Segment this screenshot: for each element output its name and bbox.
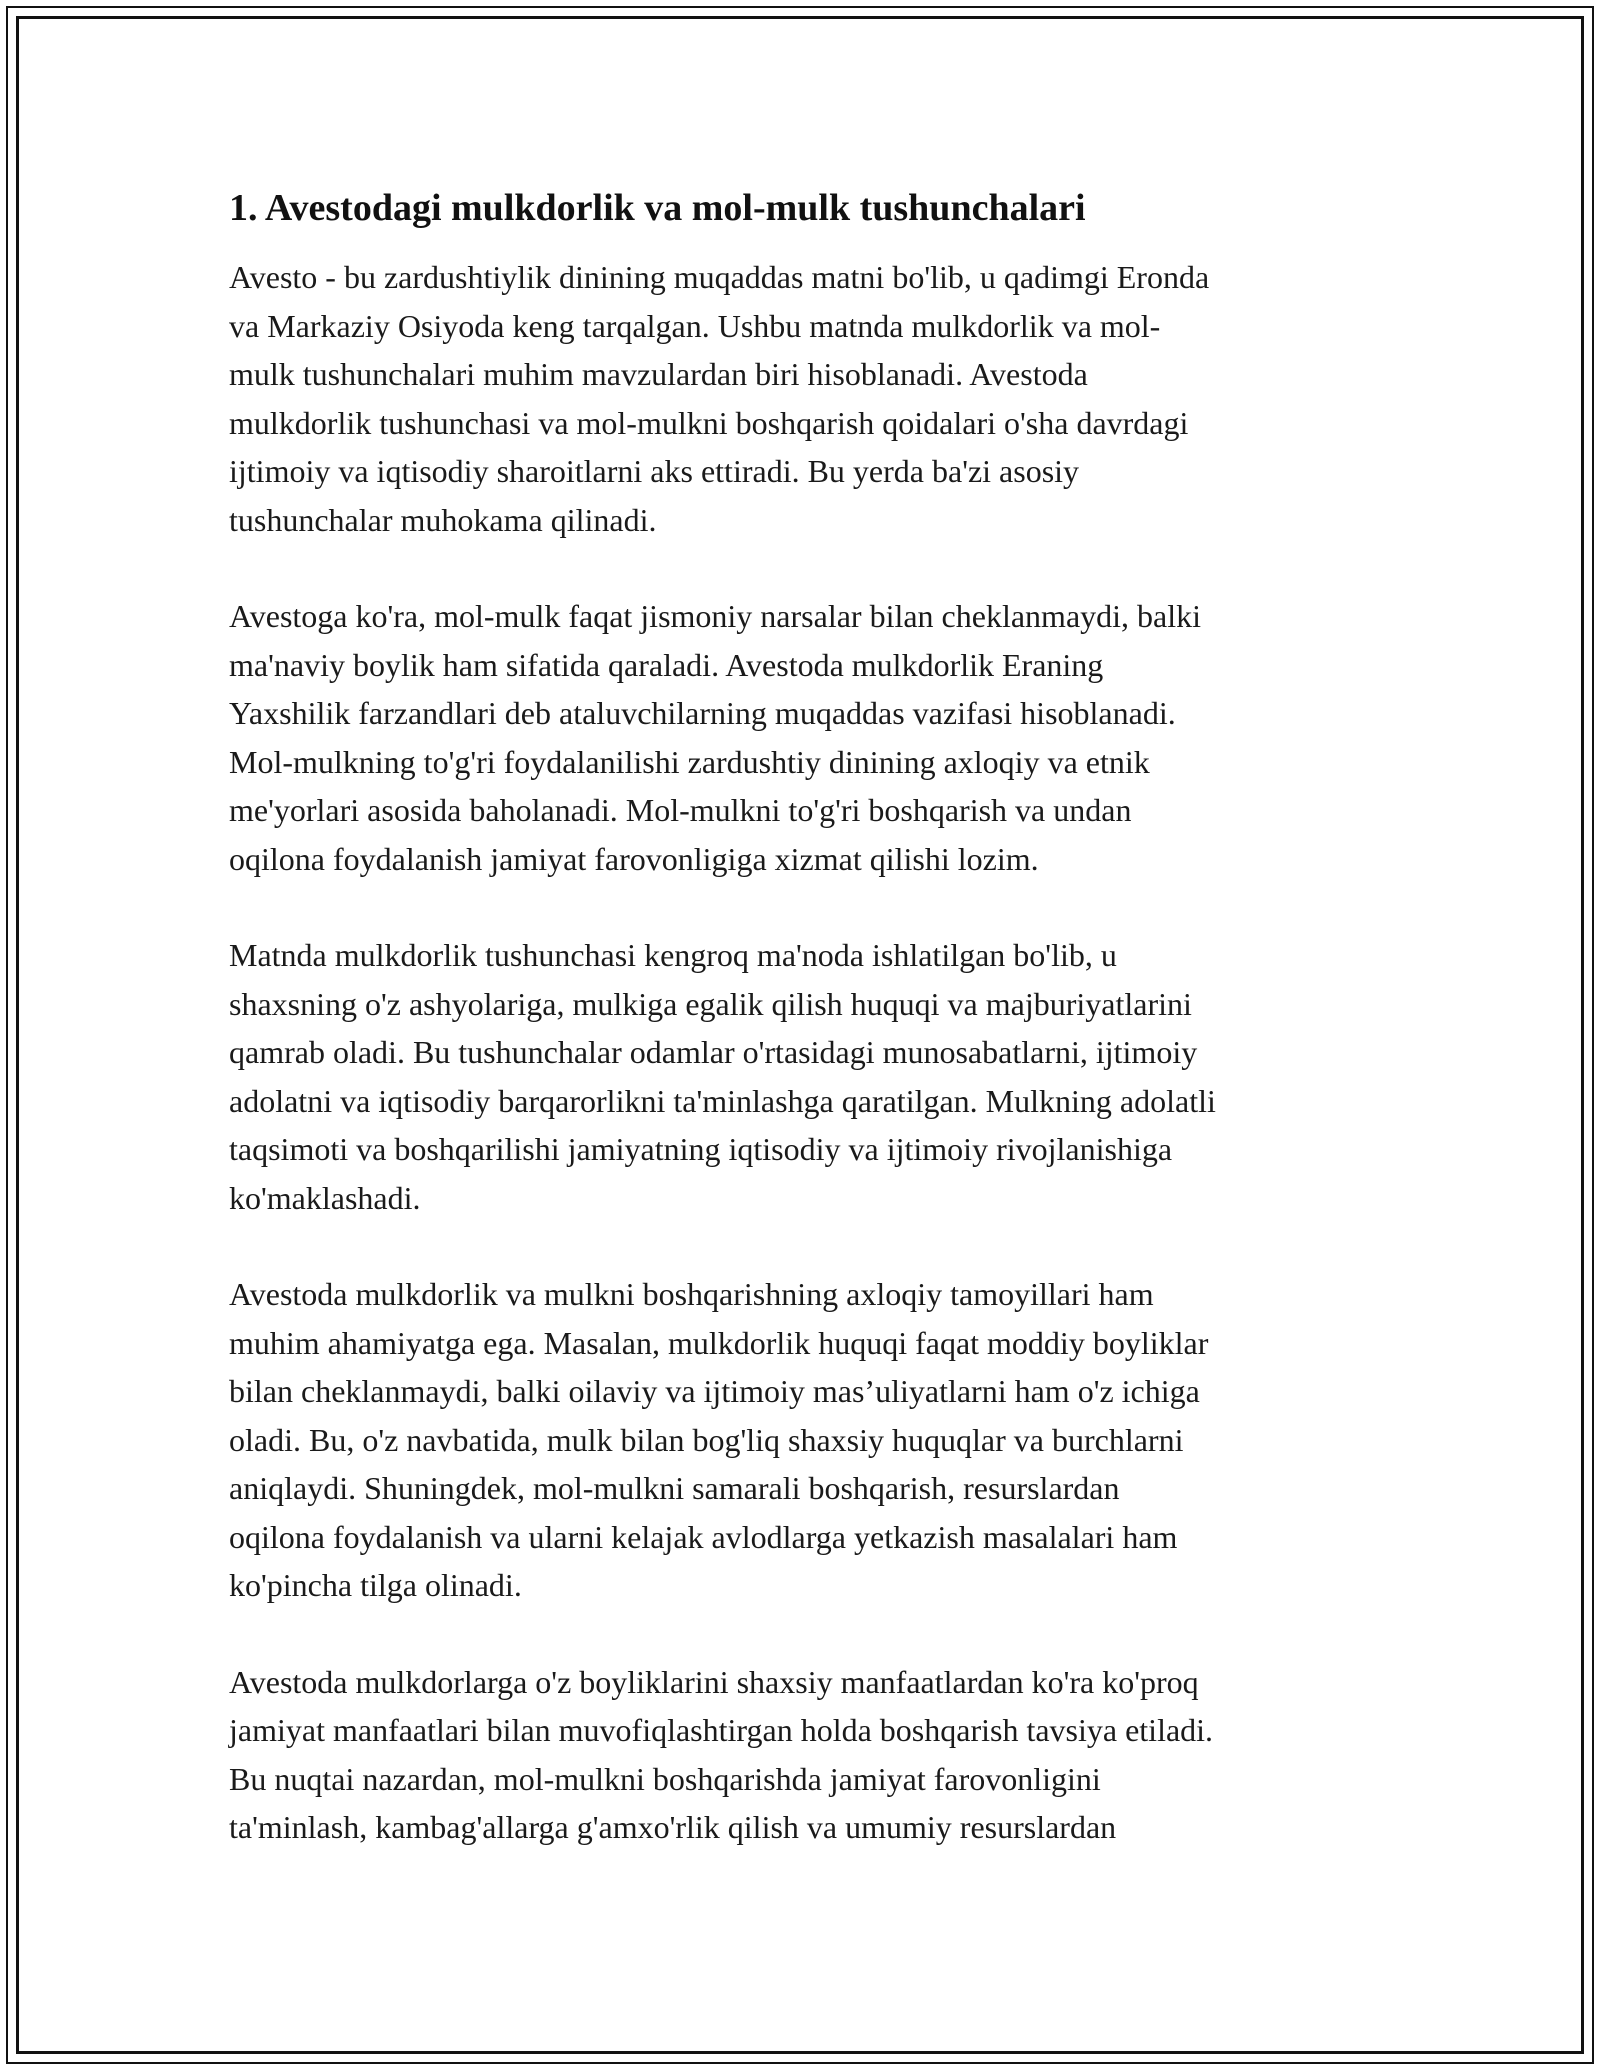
paragraph-5: Avestoda mulkdorlarga o'z boyliklarini shaxsiy manfaatlardan ko'ra ko'proq jamiyat manfaatlari bilan muvofiqlashtirgan holda boshqarish tavsiya etiladi. Bu nuqtai nazardan, mol-mulkni boshqarishda jamiyat farovonligini ta'minlash, kambag'allarga g'amxo'rlik qilish va umumiy resurslardan xyxy=(229,1663,1214,1845)
document-body xyxy=(229,185,1379,1900)
paragraph-4: Avestoda mulkdorlik va mulkni boshqarishning axloqiy tamoyillari ham muhim ahamiyatga ega. Masalan, mulkdorlik huquqi faqat moddiy boyliklar bilan cheklanmaydi, balki oilaviy va ijtimoiy mas’uliyatlarni ham o'z ichiga oladi. Bu, o'z navbatida, mulk bilan bog'liq shaxsiy huquqlar va burchlarni aniqlaydi. Shuningdek, mol-mulkni samarali boshqarish, resurslardan oqilona foydalanish va ularni kelajak avlodlarga yetkazish masalalari ham ko'pincha tilga olinadi. xyxy=(229,1276,1209,1603)
paragraph-1: Avesto - bu zardushtiylik dinining muqaddas matni bo'lib, u qadimgi Eronda va Markaziy Osiyoda keng tarqalgan. Ushbu matnda mulkdorlik va mol- mulk tushunchalari muhim mavzulardan biri hisoblanadi. Avestoda mulkdorlik tushunchasi va mol-mulkni boshqarish qoidalari o'sha davrdagi ijtimoiy va iqtisodiy sharoitlarni aks ettiradi. Bu yerda ba'zi asosiy tushunchalar muhokama qilinadi. xyxy=(229,259,1210,538)
section-heading: 1. Avestodagi mulkdorlik va mol-mulk tushunchalari xyxy=(229,187,1086,229)
paragraph-3: Matnda mulkdorlik tushunchasi kengroq ma'noda ishlatilgan bo'lib, u shaxsning o'z ashyolariga, mulkiga egalik qilish huquqi va majburiyatlarini qamrab oladi. Bu tushunchalar odamlar o'rtasidagi munosabatlarni, ijtimoiy adolatni va iqtisodiy barqarorlikni ta'minlashga qaratilgan. Mulkning adolatli taqsimoti va boshqarilishi jamiyatning iqtisodiy va ijtimoiy rivojlanishiga ko'maklashadi. xyxy=(229,937,1216,1216)
paragraph-2: Avestoga ko'ra, mol-mulk faqat jismoniy narsalar bilan cheklanmaydi, balki ma'naviy boylik ham sifatida qaraladi. Avestoda mulkdorlik Eraning Yaxshilik farzandlari deb ataluvchilarning muqaddas vazifasi hisoblanadi. Mol-mulkning to'g'ri foydalanilishi zardushtiy dinining axloqiy va etnik me'yorlari asosida baholanadi. Mol-mulkni to'g'ri boshqarish va undan oqilona foydalanish jamiyat farovonligiga xizmat qilishi lozim. xyxy=(229,598,1202,877)
